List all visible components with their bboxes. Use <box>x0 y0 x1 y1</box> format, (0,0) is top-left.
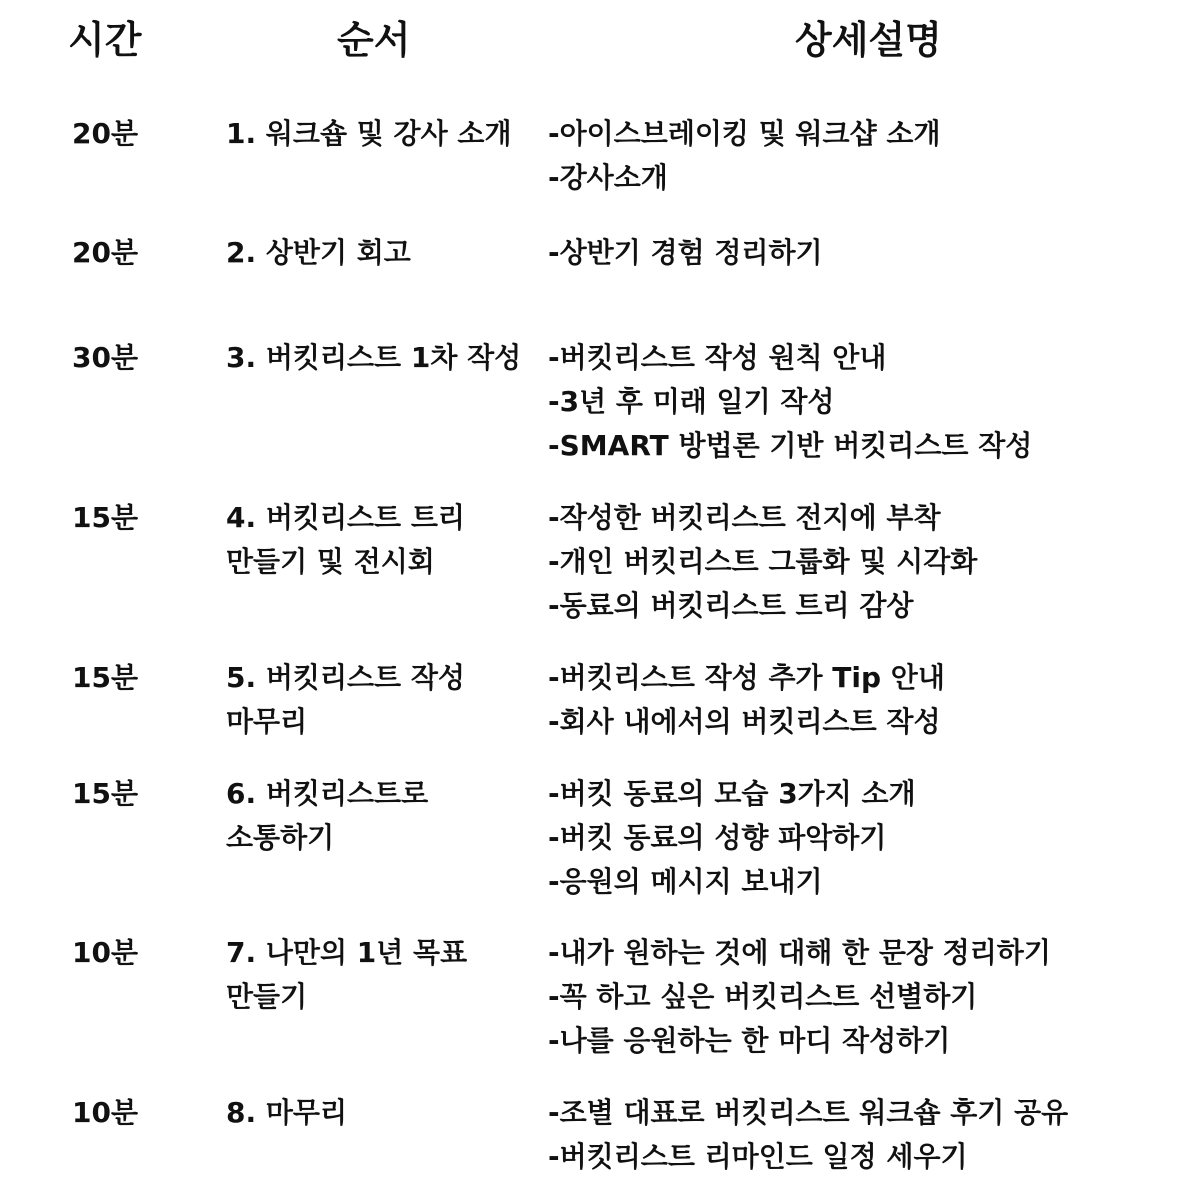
detail-line: -버킷 동료의 모습 3가지 소개 <box>548 777 916 810</box>
detail-line: -SMART 방법론 기반 버킷리스트 작성 <box>548 429 1033 462</box>
detail-line: -개인 버킷리스트 그룹화 및 시각화 <box>548 545 978 578</box>
detail-line: -응원의 메시지 보내기 <box>548 865 823 898</box>
table-header <box>0 14 1200 74</box>
detail-line: -내가 원하는 것에 대해 한 문장 정리하기 <box>548 936 1051 969</box>
row-details <box>548 772 916 904</box>
order-line: 6. 버킷리스트로 <box>226 777 429 810</box>
order-line: 소통하기 <box>226 821 335 854</box>
row-details <box>548 112 941 200</box>
order-line: 3. 버킷리스트 1차 작성 <box>226 341 522 374</box>
detail-line: -회사 내에서의 버킷리스트 작성 <box>548 705 941 738</box>
order-line: 만들기 및 전시회 <box>226 545 435 578</box>
row-order <box>226 112 512 156</box>
row-order <box>226 496 465 584</box>
row-order <box>226 931 467 1019</box>
row-details <box>548 656 945 744</box>
order-line: 2. 상반기 회고 <box>226 236 411 269</box>
order-line: 5. 버킷리스트 작성 <box>226 661 465 694</box>
row-time: 20분 <box>72 117 139 150</box>
order-line: 마무리 <box>226 705 308 738</box>
row-order <box>226 231 411 275</box>
order-line: 8. 마무리 <box>226 1096 348 1129</box>
detail-line: -버킷리스트 리마인드 일정 세우기 <box>548 1140 968 1173</box>
row-details <box>548 496 977 628</box>
header-order: 순서 <box>337 18 411 62</box>
order-line: 7. 나만의 1년 목표 <box>226 936 468 969</box>
row-order <box>226 772 428 860</box>
row-time: 15분 <box>72 501 139 534</box>
row-details <box>548 1091 1068 1179</box>
detail-line: -작성한 버킷리스트 전지에 부착 <box>548 501 941 534</box>
detail-line: -버킷리스트 작성 원칙 안내 <box>548 341 887 374</box>
row-time: 20분 <box>72 236 139 269</box>
detail-line: -3년 후 미래 일기 작성 <box>548 385 835 418</box>
detail-line: -꼭 하고 싶은 버킷리스트 선별하기 <box>548 980 978 1013</box>
detail-line: -버킷리스트 작성 추가 Tip 안내 <box>548 661 945 694</box>
order-line: 4. 버킷리스트 트리 <box>226 501 465 534</box>
row-time: 30분 <box>72 341 139 374</box>
detail-line: -강사소개 <box>548 161 668 194</box>
row-order <box>226 656 465 744</box>
header-time: 시간 <box>68 18 142 62</box>
detail-line: -동료의 버킷리스트 트리 감상 <box>548 589 914 622</box>
row-time: 10분 <box>72 1096 139 1129</box>
order-line: 만들기 <box>226 980 308 1013</box>
order-line: 1. 워크숍 및 강사 소개 <box>226 117 512 150</box>
row-details <box>548 231 823 275</box>
row-time: 15분 <box>72 661 139 694</box>
row-order <box>226 1091 347 1135</box>
detail-line: -나를 응원하는 한 마디 작성하기 <box>548 1024 951 1057</box>
detail-line: -아이스브레이킹 및 워크샵 소개 <box>548 117 941 150</box>
row-time: 10분 <box>72 936 139 969</box>
row-order <box>226 336 521 380</box>
detail-line: -버킷 동료의 성향 파악하기 <box>548 821 887 854</box>
header-detail: 상세설명 <box>795 18 942 62</box>
row-details <box>548 336 1032 468</box>
row-details <box>548 931 1051 1063</box>
detail-line: -상반기 경험 정리하기 <box>548 236 823 269</box>
row-time: 15분 <box>72 777 139 810</box>
detail-line: -조별 대표로 버킷리스트 워크숍 후기 공유 <box>548 1096 1069 1129</box>
